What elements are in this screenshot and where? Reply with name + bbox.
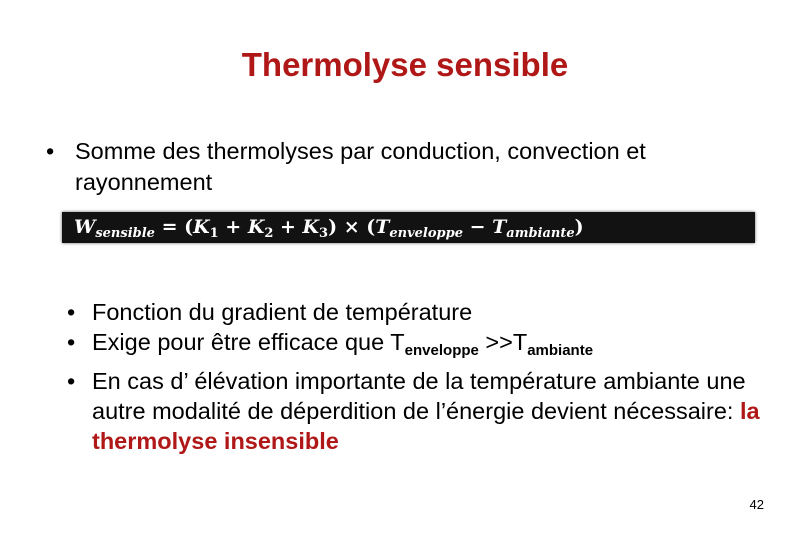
formula-close: ) <box>574 216 584 238</box>
list-item <box>67 327 767 366</box>
formula-eq: = ( <box>154 216 194 238</box>
formula-t1-sub: enveloppe <box>389 226 463 241</box>
main-bullet-text: Somme des thermolyses par conduction, convection et rayonnement <box>75 138 646 195</box>
formula-t1: T <box>375 216 390 238</box>
formula-k1-sub: 1 <box>209 226 219 241</box>
formula-k1: K <box>193 216 210 238</box>
formula-k2-sub: 2 <box>264 226 274 241</box>
list-item <box>67 366 767 456</box>
bullet-dot: • <box>67 368 76 394</box>
subscript-ambiante: ambiante <box>527 342 594 359</box>
bullet-dot: • <box>67 299 76 325</box>
formula-plus1: + <box>218 216 248 238</box>
list-item-text: Fonction du gradient de température <box>92 299 473 325</box>
list-item <box>67 297 767 327</box>
formula-t2-sub: ambiante <box>506 226 575 241</box>
formula-minus: − <box>462 216 493 238</box>
formula-w-sub: sensible <box>95 226 155 241</box>
formula-times: ) × ( <box>328 216 376 238</box>
page-number: 42 <box>749 497 764 512</box>
formula-k2: K <box>247 216 265 238</box>
list-item-text: En cas d’ élévation importante de la température ambiante une autre modalité de déperdition de l’énergie devient nécessaire: <box>92 368 746 424</box>
list-item-text-mid: >>T <box>478 329 528 355</box>
slide-title: Thermolyse sensible <box>241 46 569 83</box>
list-item-text: Exige pour être efficace que T <box>92 329 405 355</box>
formula-banner <box>62 212 755 243</box>
bullet-dot: • <box>67 329 76 355</box>
highlight-text: la thermolyse insensible <box>92 398 760 454</box>
formula-plus2: + <box>273 216 303 238</box>
sub-bullet-list <box>67 297 767 456</box>
formula-w: W <box>74 216 96 238</box>
formula-k3-sub: 3 <box>319 226 329 241</box>
bullet-dot: • <box>46 138 55 164</box>
formula-t2: T <box>492 216 507 238</box>
subscript-enveloppe: enveloppe <box>404 342 479 359</box>
formula-k3: K <box>302 216 320 238</box>
